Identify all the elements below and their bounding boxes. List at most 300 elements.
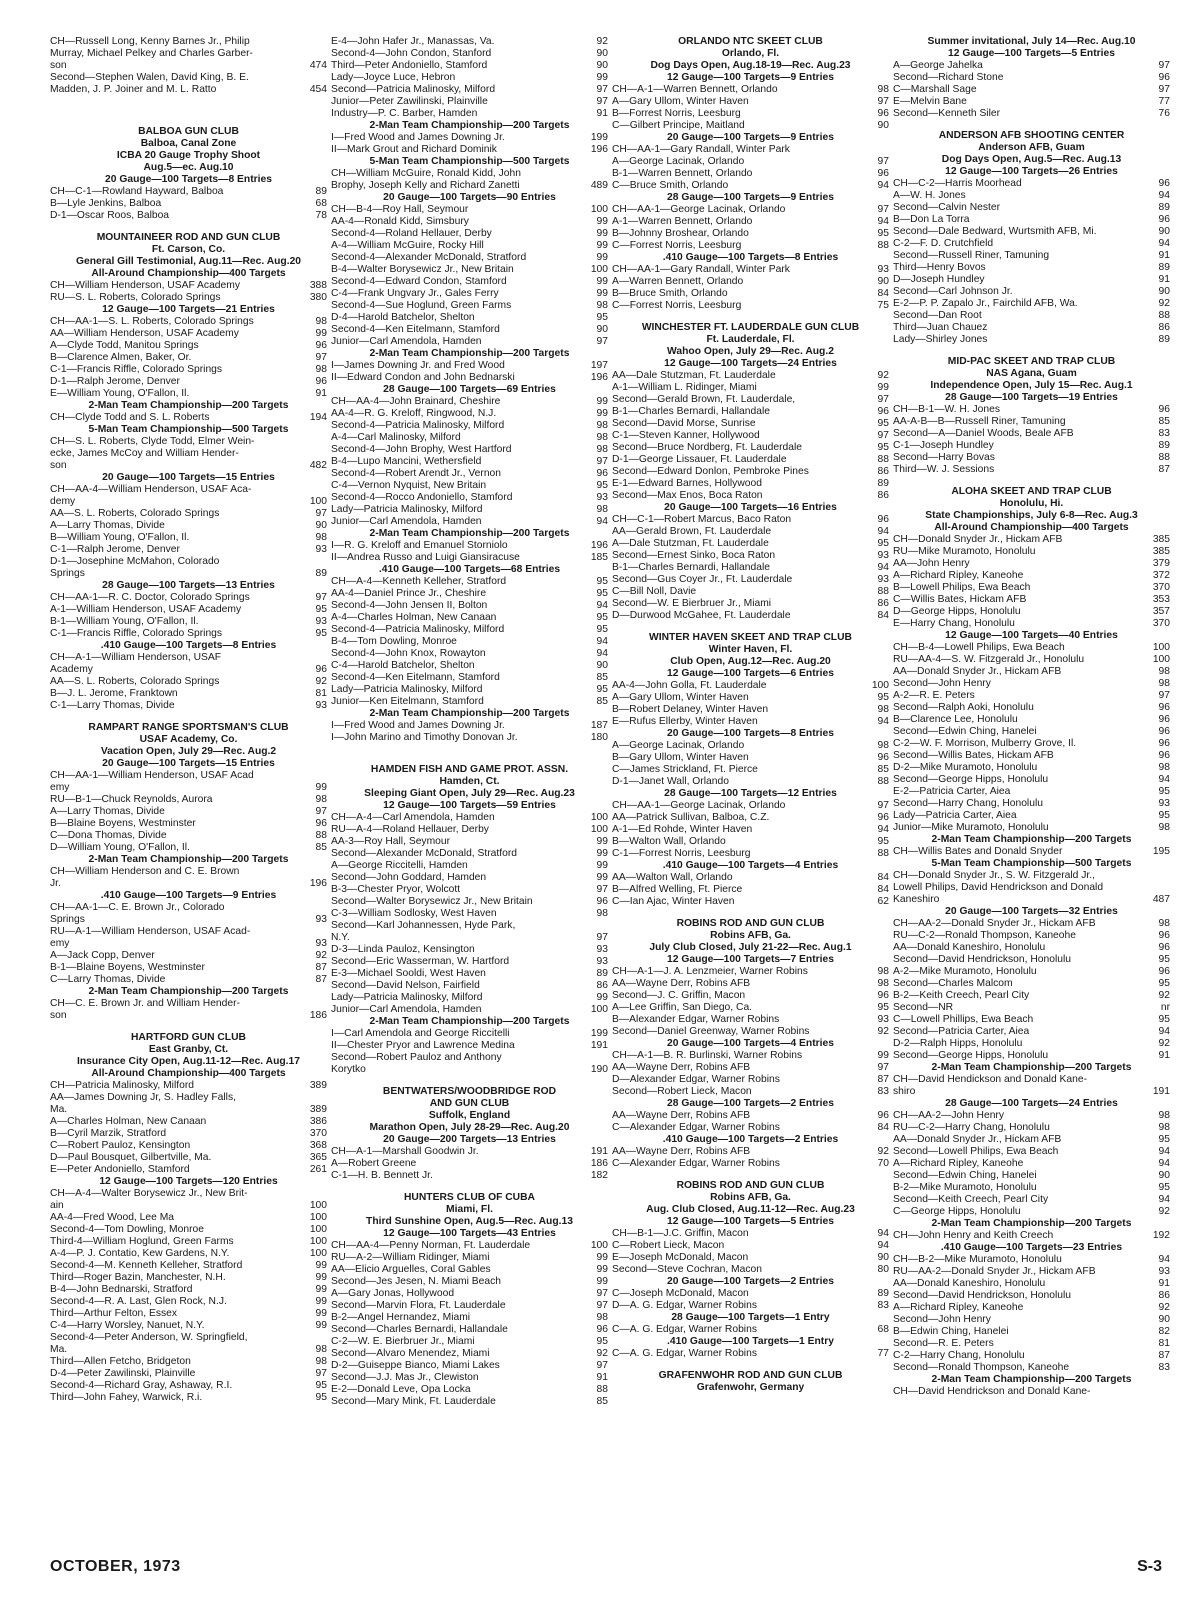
- result-text: C—Ian Ajac, Winter Haven: [612, 896, 735, 907]
- result-line: [612, 836, 889, 848]
- result-text: E-2—P. P. Zapalo Jr., Fairchild AFB, Wa.: [893, 298, 1078, 309]
- result-score: 98: [315, 1344, 327, 1355]
- event-heading: 28 Gauge—100 Targets—1 Entry: [671, 1312, 830, 1323]
- result-score: 97: [315, 592, 327, 603]
- result-score: 389: [309, 1080, 327, 1091]
- event-heading: Club Open, Aug.12—Rec. Aug.20: [670, 656, 831, 667]
- result-text: Lady—Joyce Luce, Hebron: [331, 72, 456, 83]
- result-score: 95: [1158, 810, 1170, 821]
- result-text: C-1—Francis Riffle, Colorado Springs: [50, 628, 223, 639]
- result-line: [331, 204, 608, 216]
- result-line: [50, 1284, 327, 1296]
- result-line: [331, 240, 608, 252]
- result-text: C-2—W. E. Bierbruer Jr., Miami: [331, 1336, 475, 1347]
- result-score: 93: [315, 700, 327, 711]
- column-2: [331, 36, 608, 1536]
- result-line: [50, 1188, 327, 1200]
- result-text: A-2—R. E. Peters: [893, 690, 975, 701]
- result-text: AA—Donald Snyder Jr., Hickam AFB: [893, 1134, 1062, 1145]
- result-score: 93: [315, 938, 327, 949]
- result-text: Second—Ernest Sinko, Boca Raton: [612, 550, 776, 561]
- result-score: 95: [596, 684, 608, 695]
- result-text: C-4—Harold Batchelor, Shelton: [331, 660, 475, 671]
- result-text: Second-4—John Brophy, West Hartford: [331, 444, 512, 455]
- result-score: 98: [877, 978, 889, 989]
- result-text: II—Mark Grout and Richard Dominik: [331, 144, 497, 155]
- result-text: Second—Robert Pauloz and Anthony: [331, 1052, 502, 1063]
- result-line: [893, 942, 1170, 954]
- event-heading: 28 Gauge—100 Targets—69 Entries: [383, 384, 556, 395]
- result-score: 370: [1152, 618, 1170, 629]
- result-score: 97: [596, 1300, 608, 1311]
- result-score: 380: [309, 292, 327, 303]
- result-text: CH—Donald Snyder Jr., Hickam AFB: [893, 534, 1063, 545]
- result-score: 92: [877, 1026, 889, 1037]
- result-text: Lowell Philips, David Hendrickson and Donald: [893, 882, 1104, 893]
- result-text: B—Lyle Jenkins, Balboa: [50, 198, 162, 209]
- result-text: Springs: [50, 568, 85, 579]
- result-text: Junior—Ken Eitelmann, Stamford: [331, 696, 484, 707]
- result-text: A—Larry Thomas, Divide: [50, 806, 165, 817]
- result-line: [893, 558, 1170, 570]
- result-text: A—W. H. Jones: [893, 190, 966, 201]
- result-text: CH—A-1—B. R. Burlinski, Warner Robins: [612, 1050, 803, 1061]
- result-text: B-4—Tom Dowling, Monroe: [331, 636, 457, 647]
- result-text: Second-4—Alexander McDonald, Stratford: [331, 252, 527, 263]
- result-line: [331, 612, 608, 624]
- result-line: [893, 546, 1170, 558]
- result-score: 92: [1158, 990, 1170, 1001]
- result-line: [50, 352, 327, 364]
- result-text: Second—Charles Malcom: [893, 978, 1013, 989]
- result-score: 92: [315, 676, 327, 687]
- result-line: [893, 774, 1170, 786]
- result-line: [893, 298, 1170, 310]
- result-score: 83: [877, 1086, 889, 1097]
- result-text: C-3—William Sodlosky, West Haven: [331, 908, 497, 919]
- result-score: 99: [315, 1296, 327, 1307]
- result-line: [331, 576, 608, 588]
- result-line: [331, 420, 608, 432]
- result-text: Second—Edwin Ching, Hanelei: [893, 726, 1037, 737]
- result-line: [893, 894, 1170, 906]
- event-heading: Dog Days Open, Aug.18-19—Rec. Aug.23: [650, 60, 851, 71]
- result-text: AA—S. L. Roberts, Colorado Springs: [50, 676, 220, 687]
- result-text: B-1—Blaine Boyens, Westminster: [50, 962, 205, 973]
- result-line: [331, 1004, 608, 1016]
- result-line: [50, 998, 327, 1010]
- result-line: [331, 180, 608, 192]
- result-line: [893, 978, 1170, 990]
- result-text: Murray, Michael Pelkey and Charles Garber-: [50, 48, 253, 59]
- result-text: D-1—Oscar Roos, Balboa: [50, 210, 170, 221]
- result-line: [50, 1344, 327, 1356]
- result-score: 96: [1158, 750, 1170, 761]
- result-line: [331, 1158, 608, 1170]
- result-score: 96: [315, 376, 327, 387]
- result-score: 83: [877, 1300, 889, 1311]
- result-line: [331, 636, 608, 648]
- result-line: [893, 108, 1170, 120]
- result-line: [612, 514, 889, 526]
- result-line: [893, 190, 1170, 202]
- result-score: 98: [596, 420, 608, 431]
- result-score: 96: [1158, 930, 1170, 941]
- result-text: C—Lowell Phillips, Ewa Beach: [893, 1014, 1034, 1025]
- result-line: [50, 652, 327, 664]
- result-line: [893, 96, 1170, 108]
- result-score: 92: [1158, 1038, 1170, 1049]
- result-line: [331, 1348, 608, 1360]
- result-score: 95: [315, 604, 327, 615]
- result-text: AA—Dale Stutzman, Ft. Lauderdale: [612, 370, 776, 381]
- result-text: C—James Strickland, Ft. Pierce: [612, 764, 758, 775]
- result-score: 94: [1158, 1146, 1170, 1157]
- result-line: [331, 660, 608, 672]
- result-score: 97: [315, 806, 327, 817]
- result-score: 89: [1158, 440, 1170, 451]
- result-text: A—Larry Thomas, Divide: [50, 520, 165, 531]
- result-text: A—George Riccitelli, Hamden: [331, 860, 468, 871]
- result-line: [893, 990, 1170, 1002]
- result-line: [893, 452, 1170, 464]
- result-line: [612, 812, 889, 824]
- result-score: 93: [1158, 798, 1170, 809]
- result-text: Second—NR: [893, 1002, 954, 1013]
- result-text: A—Gary Ullom, Winter Haven: [612, 96, 749, 107]
- club-heading: WINTER HAVEN SKEET AND TRAP CLUB: [649, 632, 852, 643]
- result-score: 99: [315, 1260, 327, 1271]
- event-heading: .410 Gauge—100 Targets—1 Entry: [667, 1336, 834, 1347]
- result-text: A—George Lacinak, Orlando: [612, 740, 745, 751]
- result-line: [612, 96, 889, 108]
- result-line: [331, 84, 608, 96]
- club-heading: MOUNTAINEER ROD AND GUN CLUB: [96, 232, 281, 243]
- result-text: CH—B-4—Lowell Philips, Ewa Beach: [893, 642, 1065, 653]
- result-text: AA—Gerald Brown, Ft. Lauderdale: [612, 526, 772, 537]
- event-heading: 2-Man Team Championship—200 Targets: [88, 854, 289, 865]
- result-score: 95: [596, 480, 608, 491]
- result-text: Second—Max Enos, Boca Raton: [612, 490, 763, 501]
- result-line: [893, 250, 1170, 262]
- result-line: [331, 1028, 608, 1040]
- result-score: 98: [877, 704, 889, 715]
- result-text: Second—Stephen Walen, David King, B. E.: [50, 72, 249, 83]
- event-heading: Honolulu, Hi.: [999, 498, 1064, 509]
- result-score: 81: [315, 688, 327, 699]
- result-score: 77: [1158, 96, 1170, 107]
- result-line: [50, 914, 327, 926]
- result-text: C-4—Vernon Nyquist, New Britain: [331, 480, 487, 491]
- result-text: I—R. G. Kreloff and Emanuel Storniolo: [331, 540, 508, 551]
- result-line: [331, 932, 608, 944]
- event-heading: .410 Gauge—100 Targets—23 Entries: [940, 1242, 1123, 1253]
- event-heading: General Gill Testimonial, Aug.11—Rec. Aug.20: [75, 256, 302, 267]
- result-line: [893, 310, 1170, 322]
- result-text: B—Lowell Philips, Ewa Beach: [893, 582, 1031, 593]
- result-line: [612, 1158, 889, 1170]
- result-line: [50, 364, 327, 376]
- result-score: 94: [1158, 190, 1170, 201]
- result-score: 385: [1152, 534, 1170, 545]
- result-line: [331, 252, 608, 264]
- result-line: [331, 1300, 608, 1312]
- result-score: 100: [309, 1236, 327, 1247]
- result-score: 94: [1158, 1026, 1170, 1037]
- result-text: B—Gary Ullom, Winter Haven: [612, 752, 749, 763]
- event-heading: .410 Gauge—100 Targets—9 Entries: [100, 890, 277, 901]
- result-text: B—Edwin Ching, Hanelei: [893, 1326, 1009, 1337]
- result-text: CH—A-1—Marshall Goodwin Jr.: [331, 1146, 479, 1157]
- result-line: [612, 382, 889, 394]
- result-line: [331, 992, 608, 1004]
- result-line: [893, 1290, 1170, 1302]
- result-text: B—Bruce Smith, Orlando: [612, 288, 728, 299]
- result-text: B—Clarence Almen, Baker, Or.: [50, 352, 192, 363]
- result-text: B—Clarence Lee, Honolulu: [893, 714, 1018, 725]
- result-text: Second—Keith Creech, Pearl City: [893, 1194, 1049, 1205]
- result-line: [893, 642, 1170, 654]
- event-heading: 2-Man Team Championship—200 Targets: [931, 1218, 1132, 1229]
- result-line: [893, 1302, 1170, 1314]
- result-line: [893, 762, 1170, 774]
- result-score: 90: [877, 120, 889, 131]
- result-line: [612, 598, 889, 610]
- result-line: [893, 1086, 1170, 1098]
- result-score: 94: [877, 824, 889, 835]
- result-score: 88: [596, 1384, 608, 1395]
- result-line: [612, 692, 889, 704]
- club-heading: ALOHA SKEET AND TRAP CLUB: [951, 486, 1112, 497]
- result-line: [893, 84, 1170, 96]
- result-text: Junior—Carl Amendola, Hamden: [331, 336, 482, 347]
- result-text: Second—Steve Cochran, Macon: [612, 1264, 762, 1275]
- result-line: [893, 918, 1170, 930]
- result-text: Second—Daniel Greenway, Warner Robins: [612, 1026, 810, 1037]
- result-score: 68: [877, 1324, 889, 1335]
- result-score: 84: [877, 1122, 889, 1133]
- result-score: 80: [877, 1264, 889, 1275]
- result-score: 84: [877, 610, 889, 621]
- event-heading: Vacation Open, July 29—Rec. Aug.2: [100, 746, 277, 757]
- result-text: C—Robert Lieck, Macon: [612, 1240, 725, 1251]
- result-text: Junior—Peter Zawilinski, Plainville: [331, 96, 488, 107]
- result-text: CH—AA-1—S. L. Roberts, Colorado Springs: [50, 316, 254, 327]
- result-text: E—William Young, O'Fallon, Il.: [50, 388, 190, 399]
- result-text: AA—Elicio Arguelles, Coral Gables: [331, 1264, 491, 1275]
- result-text: CH—C-2—Harris Moorhead: [893, 178, 1022, 189]
- result-text: E-2—Patricia Carter, Aiea: [893, 786, 1011, 797]
- result-text: Lady—Patricia Malinosky, Milford: [331, 504, 483, 515]
- result-line: [331, 1252, 608, 1264]
- result-score: 88: [877, 776, 889, 787]
- result-text: AA-4—John Golla, Ft. Lauderdale: [612, 680, 767, 691]
- result-score: 96: [1158, 714, 1170, 725]
- event-heading: Ft. Lauderdale, Fl.: [706, 334, 795, 345]
- result-score: 96: [877, 514, 889, 525]
- result-line: [612, 300, 889, 312]
- club-heading: HUNTERS CLUB OF CUBA: [404, 1192, 535, 1203]
- result-line: [612, 370, 889, 382]
- result-score: 87: [877, 1074, 889, 1085]
- result-text: Second—Dale Bedward, Wurtsmith AFB, Mi.: [893, 226, 1097, 237]
- result-text: B—Johnny Broshear, Orlando: [612, 228, 749, 239]
- result-score: 99: [596, 408, 608, 419]
- result-text: A—Richard Ripley, Kaneohe: [893, 1302, 1024, 1313]
- result-text: Second—Bruce Nordberg, Ft. Lauderdale: [612, 442, 803, 453]
- result-score: 94: [877, 562, 889, 573]
- result-text: E-4—John Hafer Jr., Manassas, Va.: [331, 36, 495, 47]
- result-text: Brophy, Joseph Kelly and Richard Zanetti: [331, 180, 520, 191]
- result-text: B—Blaine Boyens, Westminster: [50, 818, 196, 829]
- result-text: Second—Lowell Philips, Ewa Beach: [893, 1146, 1059, 1157]
- result-score: 100: [590, 1004, 608, 1015]
- result-text: Second-4—Patricia Malinosky, Milford: [331, 420, 505, 431]
- result-text: D-2—Mike Muramoto, Honolulu: [893, 762, 1038, 773]
- result-text: A-2—Mike Muramoto, Honolulu: [893, 966, 1037, 977]
- result-text: CH—AA-4—John Brainard, Cheshire: [331, 396, 501, 407]
- result-line: [50, 544, 327, 556]
- result-text: Second—Edwin Ching, Hanelei: [893, 1170, 1037, 1181]
- event-heading: 2-Man Team Championship—200 Targets: [369, 708, 570, 719]
- result-text: Second—John Goddard, Hamden: [331, 872, 487, 883]
- result-line: [612, 108, 889, 120]
- result-line: [612, 454, 889, 466]
- result-score: 97: [596, 932, 608, 943]
- result-text: Second—Gerald Brown, Ft. Lauderdale,: [612, 394, 796, 405]
- result-text: A—George Jahelka: [893, 60, 983, 71]
- result-score: 94: [1158, 774, 1170, 785]
- event-heading: Anderson AFB, Guam: [978, 142, 1085, 153]
- result-score: 94: [877, 216, 889, 227]
- result-line: [612, 1324, 889, 1336]
- result-line: [50, 1356, 327, 1368]
- result-score: 95: [1158, 954, 1170, 965]
- result-score: 91: [1158, 250, 1170, 261]
- result-line: [50, 1200, 327, 1212]
- result-text: Second-4—R. A. Last, Glen Rock, N.J.: [50, 1296, 227, 1307]
- event-heading: 12 Gauge—100 Targets—120 Entries: [99, 1176, 278, 1187]
- result-score: 94: [1158, 1158, 1170, 1169]
- result-line: [893, 464, 1170, 476]
- result-line: [50, 316, 327, 328]
- result-score: 99: [596, 288, 608, 299]
- result-score: 96: [877, 108, 889, 119]
- result-text: AA—Donald Kaneshiro, Honolulu: [893, 1278, 1046, 1289]
- result-text: D-4—Peter Zawilinski, Plainville: [50, 1368, 196, 1379]
- result-text: CH—B-1—W. H. Jones: [893, 404, 1000, 415]
- event-heading: 2-Man Team Championship—200 Targets: [369, 120, 570, 131]
- result-text: C—Bruce Smith, Orlando: [612, 180, 729, 191]
- result-text: AA-3—Roy Hall, Seymour: [331, 836, 451, 847]
- result-line: [893, 226, 1170, 238]
- result-text: Second-4—Peter Anderson, W. Springfield,: [50, 1332, 248, 1343]
- result-score: 100: [309, 496, 327, 507]
- result-score: 96: [1158, 214, 1170, 225]
- result-score: 96: [877, 812, 889, 823]
- result-text: RU—AA-2—Donald Snyder Jr., Hickam AFB: [893, 1266, 1096, 1277]
- result-score: 99: [596, 228, 608, 239]
- result-score: 96: [1158, 702, 1170, 713]
- result-text: E—Melvin Bane: [893, 96, 967, 107]
- result-line: [331, 720, 608, 732]
- result-text: A-1—William Henderson, USAF Academy: [50, 604, 242, 615]
- result-score: 99: [315, 1272, 327, 1283]
- result-line: [612, 180, 889, 192]
- result-line: [50, 36, 327, 48]
- result-score: 89: [315, 186, 327, 197]
- result-score: 191: [590, 1146, 608, 1157]
- result-score: 187: [590, 720, 608, 731]
- result-score: 90: [596, 324, 608, 335]
- result-line: [331, 468, 608, 480]
- result-line: [331, 456, 608, 468]
- result-line: [893, 594, 1170, 606]
- event-heading: Ft. Carson, Co.: [151, 244, 226, 255]
- result-text: C—Bill Noll, Davie: [612, 586, 697, 597]
- result-line: [331, 920, 608, 932]
- result-text: E—Rufus Ellerby, Winter Haven: [612, 716, 758, 727]
- result-text: Second-4—Ken Eitelmann, Stamford: [331, 324, 500, 335]
- result-line: [331, 276, 608, 288]
- result-text: C—Robert Pauloz, Kensington: [50, 1140, 191, 1151]
- result-line: [893, 606, 1170, 618]
- result-line: [612, 538, 889, 550]
- result-text: Second—David Nelson, Fairfield: [331, 980, 480, 991]
- result-line: [331, 516, 608, 528]
- result-text: D—William Young, O'Fallon, Il.: [50, 842, 190, 853]
- result-text: II—Andrea Russo and Luigi Giansiracuse: [331, 552, 520, 563]
- result-text: Second—Carl Johnson Jr.: [893, 286, 1013, 297]
- result-line: [50, 962, 327, 974]
- result-line: [50, 604, 327, 616]
- result-score: 97: [1158, 60, 1170, 71]
- result-line: [612, 526, 889, 538]
- result-line: [50, 1272, 327, 1284]
- result-score: 99: [315, 1284, 327, 1295]
- result-score: 95: [1158, 1182, 1170, 1193]
- result-line: [50, 1104, 327, 1116]
- result-score: 191: [590, 1040, 608, 1051]
- result-text: AA-4—Daniel Prince Jr., Cheshire: [331, 588, 487, 599]
- result-score: 99: [877, 382, 889, 393]
- result-score: 75: [877, 300, 889, 311]
- result-line: [893, 274, 1170, 286]
- result-score: 99: [315, 328, 327, 339]
- result-text: Second—Jes Jesen, N. Miami Beach: [331, 1276, 501, 1287]
- result-line: [50, 388, 327, 400]
- result-text: I—John Marino and Timothy Donovan Jr.: [331, 732, 518, 743]
- result-score: 99: [596, 836, 608, 847]
- result-score: 89: [877, 1288, 889, 1299]
- result-score: 196: [309, 878, 327, 889]
- result-line: [612, 740, 889, 752]
- result-line: [50, 84, 327, 96]
- result-score: 95: [1158, 978, 1170, 989]
- result-line: [50, 818, 327, 830]
- result-line: [50, 1140, 327, 1152]
- result-line: [893, 690, 1170, 702]
- result-score: 88: [877, 454, 889, 465]
- result-text: E—Peter Andoniello, Stamford: [50, 1164, 190, 1175]
- result-score: 196: [590, 144, 608, 155]
- result-text: D-1—Ralph Jerome, Denver: [50, 376, 180, 387]
- result-text: Springs: [50, 914, 85, 925]
- event-heading: 12 Gauge—100 Targets—6 Entries: [667, 668, 834, 679]
- result-text: A—Clyde Todd, Manitou Springs: [50, 340, 199, 351]
- result-score: 76: [1158, 108, 1170, 119]
- result-line: [331, 1384, 608, 1396]
